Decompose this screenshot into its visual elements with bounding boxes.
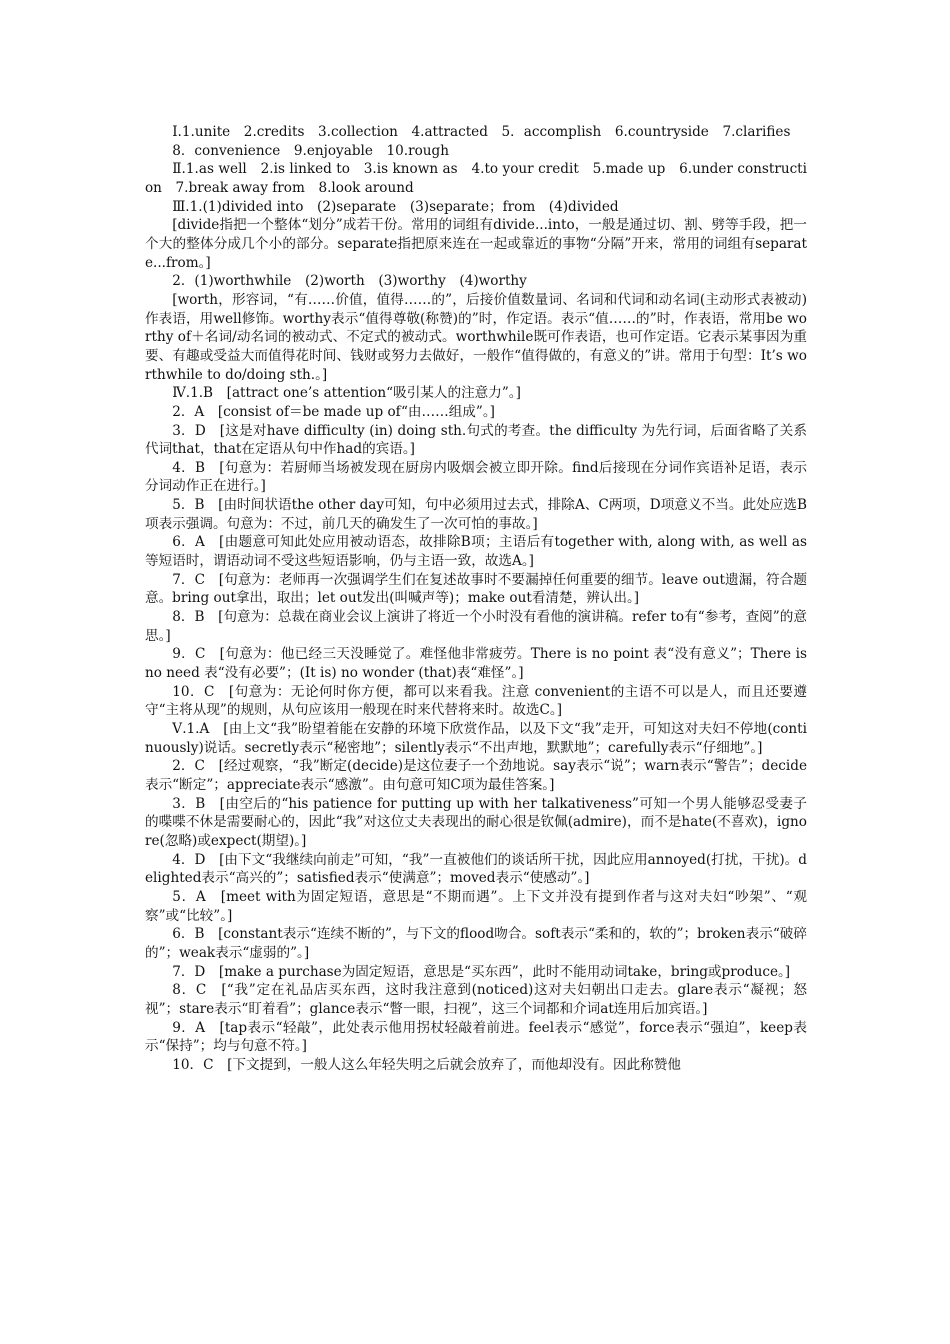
section-5-item-3: 3．B [由空后的“his patience for putting up with her talkativeness”可知一个男人能够忍受妻子的喋喋不休是需要耐心的，因此“我”对这位丈夫表现出的耐心很是钦佩(admire)，而不是hate(不喜欢)，ignore(忽略)或expect(期望)。] [145,795,807,849]
section-5-item-4: 4．D [由下文“我继续向前走”可知，“我”一直被他们的谈话所干扰，因此应用annoyed(打扰，干扰)。delighted表示“高兴的”；satisfied表示“使满意”；moved表示“使感动”。] [145,851,807,887]
answer-key-document [145,123,807,1074]
section-5-item-5: 5．A [meet with为固定短语，意思是“不期而遇”。上下文并没有提到作者与这对夫妇“吵架”、“观察”或“比较”。] [145,888,807,924]
section-1-vocabulary: Ⅰ.1.unite 2.credits 3.collection 4.attracted 5．accomplish 6.countryside 7.clarifies [172,124,791,140]
section-5-item-7: 7．D [make a purchase为固定短语，意思是“买东西”，此时不能用动词take，bring或produce。] [172,963,791,980]
section-4-item-7: 7．C [句意为：老师再一次强调学生们在复述故事时不要漏掉任何重要的细节。leave out遗漏，符合题意。bring out拿出，取出；let out发出(叫喊声等)；make out看清楚，辨认出。] [145,571,807,607]
section-4-item-9: 9．C [句意为：他已经三天没睡觉了。难怪他非常疲劳。There is no point 表“没有意义”；There is no need 表“没有必要”；(It is) no wonder (that)表“难怪”。] [145,646,807,682]
section-2-phrases: Ⅱ.1.as well 2.is linked to 3.is known as 4.to your credit 5.made up 6.under construction 7.break away from 8.look around [145,161,807,196]
section-3-item-2-explanation: [worth，形容词，“有……价值，值得……的”，后接价值数量词、名词和代词和动名词(主动形式表被动)作表语，用well修饰。worthy表示“值得尊敬(称赞)的”时，作定语。表示“值……的”时，作表语，常用be worthy of＋名词/动名词的被动式、不定式的被动式。worthwhile既可作表语，也可作定语。它表示某事因为重要、有趣或受益大而值得花时间、钱财或努力去做好，一般作“值得做的，有意义的”讲。常用于句型：It’s worthwhile to do/doing sth.。] [145,291,807,383]
section-3-item-1: Ⅲ.1.(1)divided into (2)separate (3)separate；from (4)divided [172,198,619,215]
section-4-item-6: 6．A [由题意可知此处应用被动语态，故排除B项；主语后有together with, along with, as well as等短语时，谓语动词不受这些短语影响，仍与主语一致，故选A。] [145,534,807,570]
section-5-item-6: 6．B [constant表示“连续不断的”，与下文的flood吻合。soft表示“柔和的，软的”；broken表示“破碎的”；weak表示“虚弱的”。] [145,926,807,961]
section-5-item-2: 2．C [经过观察，“我”断定(decide)是这位妻子一个劲地说。say表示“说”；warn表示“警告”；decide表示“断定”；appreciate表示“感激”。由句意可知C项为最佳答案。] [145,758,807,793]
section-4-item-4: 4．B [句意为：若厨师当场被发现在厨房内吸烟会被立即开除。find后接现在分词作宾语补足语，表示分词动作正在进行。] [145,459,807,495]
section-4-item-3: 3．D [这是对have difficulty (in) doing sth.句式的考查。the difficulty 为先行词，后面省略了关系代词that，that在定语从句中作had的宾语。] [145,422,807,458]
section-5-item-8: 8．C [“我”定在礼品店买东西，这时我注意到(noticed)这对夫妇朝出口走去。glare表示“凝视；怒视”；stare表示“盯着看”；glance表示“瞥一眼，扫视”，这三个词都和介词at连用后加宾语。] [145,982,807,1017]
section-5-item-10: 10．C [下文提到，一般人这么年轻失明之后就会放弃了，而他却没有。因此称赞他 [172,1056,681,1073]
section-4-item-2: 2．A [consist of＝be made up of“由……组成”。] [172,403,495,420]
section-4-item-5: 5．B [由时间状语the other day可知，句中必须用过去式，排除A、C两项，D项意义不当。此处应选B项表示强调。句意为：不过，前几天的确发生了一次可怕的事故。] [145,497,807,532]
section-3-item-1-explanation: [divide指把一个整体“划分”成若干份。常用的词组有divide...into，一般是通过切、割、劈等手段，把一个大的整体分成几个小的部分。separate指把原来连在一起或靠近的事物“分隔”开来，常用的词组有separate...from。] [145,217,807,271]
section-4-item-10: 10．C [句意为：无论何时你方便，都可以来看我。注意 convenient的主语不可以是人，而且还要遵守“主将从现”的规则，从句应该用一般现在时来代替将来时。故选C。] [145,683,807,719]
section-5-item-1: Ⅴ.1.A [由上文“我”盼望着能在安静的环境下欣赏作品，以及下文“我”走开，可知这对夫妇不停地(continuously)说话。secretly表示“秘密地”；silently表示“不出声地，默默地”；carefully表示“仔细地”。] [145,721,807,756]
section-3-item-2: 2．(1)worthwhile (2)worth (3)worthy (4)worthy [172,273,527,290]
section-4-item-1: Ⅳ.1.B [attract one’s attention“吸引某人的注意力”。] [172,385,521,402]
section-4-item-8: 8．B [句意为：总裁在商业会议上演讲了将近一个小时没有看他的演讲稿。refer to有“参考，查阅”的意思。] [145,609,807,644]
section-5-item-9: 9．A [tap表示“轻敲”，此处表示他用拐杖轻敲着前进。feel表示“感觉”，force表示“强迫”，keep表示“保持”；均与句意不符。] [145,1019,807,1055]
section-1-vocabulary-cont: 8．convenience 9.enjoyable 10.rough [172,142,450,159]
